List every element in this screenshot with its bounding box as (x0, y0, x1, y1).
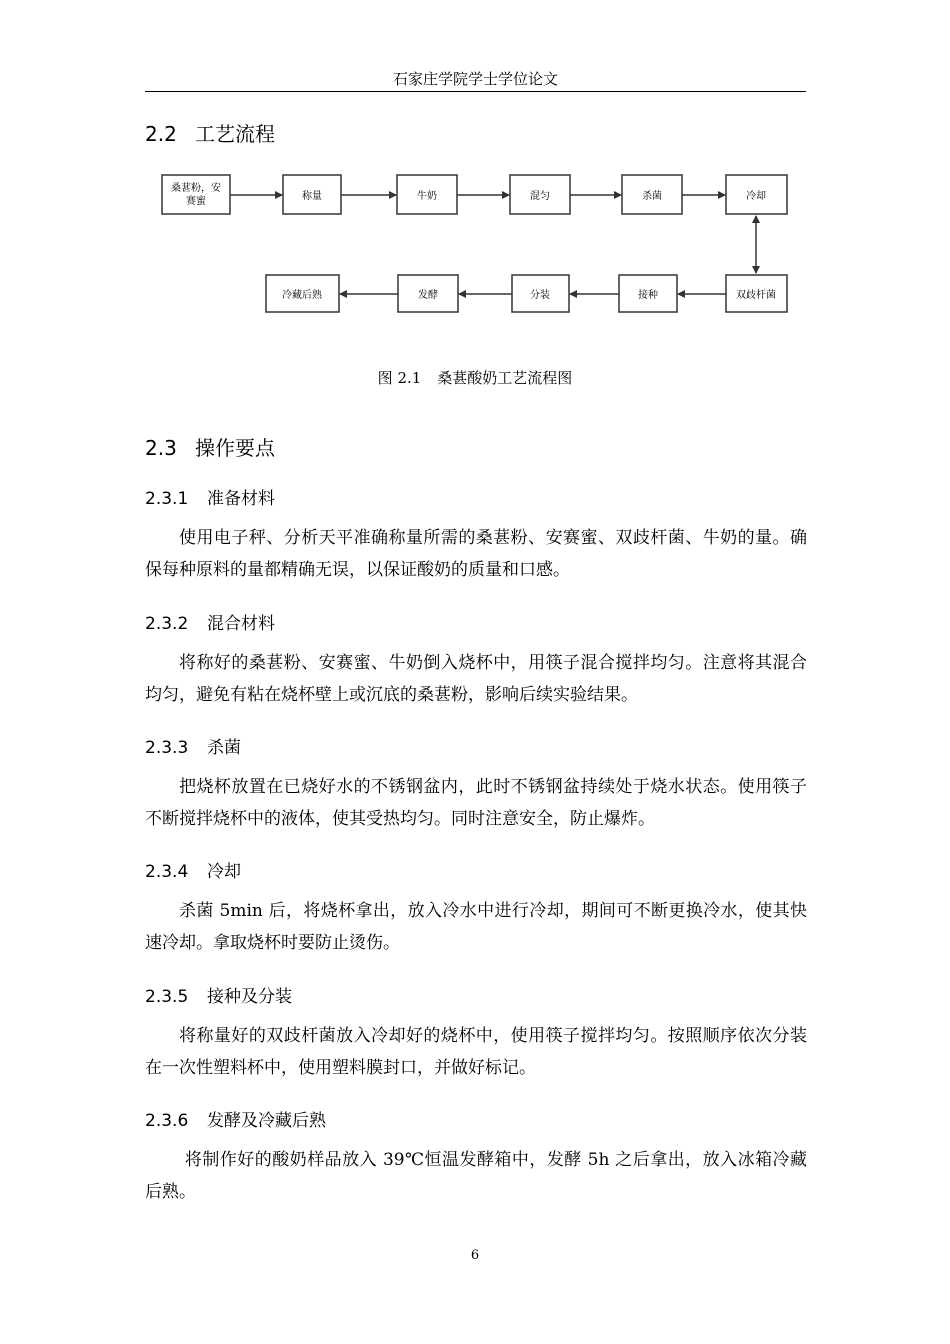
subsection-number: 2.3.2 (145, 614, 189, 634)
section-title: 操作要点 (195, 436, 275, 460)
paragraph-2-3-2: 将称好的桑葚粉、安赛蜜、牛奶倒入烧杯中，用筷子混合搅拌均匀。注意将其混合均匀，避免有粘在烧杯壁上或沉底的桑葚粉，影响后续实验结果。 (145, 653, 807, 705)
flow-label-ferment: 发酵 (418, 290, 438, 301)
subsection-title: 混合材料 (207, 614, 275, 634)
section-number: 2.2 (145, 122, 177, 146)
paragraph-2-3-4: 杀菌 5min 后，将烧杯拿出，放入冷水中进行冷却，期间可不断更换冷水，使其快速冷却。拿取烧杯时要防止烫伤。 (145, 901, 807, 953)
section-number: 2.3 (145, 436, 177, 460)
flow-label-ingredients-line1: 桑葚粉，安 (171, 183, 221, 194)
subsection-title: 准备材料 (207, 489, 275, 509)
running-header: 石家庄学院学士学位论文 (145, 68, 806, 92)
flow-label-cool: 冷却 (746, 191, 766, 202)
flow-label-weigh: 称量 (302, 191, 322, 202)
flow-label-refrigerate: 冷藏后熟 (282, 290, 322, 301)
figure-caption (0, 367, 950, 388)
subsection-heading-2-3-6 (145, 1106, 326, 1131)
subsection-heading-2-3-5 (145, 982, 292, 1007)
flow-label-sterilize: 杀菌 (642, 191, 662, 202)
subsection-title: 发酵及冷藏后熟 (207, 1111, 326, 1131)
subsection-number: 2.3.1 (145, 489, 189, 509)
subsection-number: 2.3.3 (145, 738, 189, 758)
flow-label-mix: 混匀 (530, 191, 550, 202)
subsection-heading-2-3-2 (145, 609, 275, 634)
subsection-title: 冷却 (207, 862, 241, 882)
section-heading-2-3 (145, 432, 275, 461)
flow-label-dispense: 分装 (530, 290, 550, 301)
process-flowchart (0, 0, 950, 330)
paragraph-2-3-3: 把烧杯放置在已烧好水的不锈钢盆内，此时不锈钢盆持续处于烧水状态。使用筷子不断搅拌烧杯中的液体，使其受热均匀。同时注意安全，防止爆炸。 (145, 777, 807, 829)
flow-label-inoculate: 接种 (638, 290, 658, 301)
flow-label-milk: 牛奶 (417, 191, 437, 202)
figure-title: 桑葚酸奶工艺流程图 (437, 369, 573, 387)
subsection-number: 2.3.5 (145, 987, 189, 1007)
subsection-heading-2-3-1 (145, 484, 275, 509)
subsection-title: 接种及分装 (207, 987, 292, 1007)
figure-number: 图 2.1 (377, 369, 422, 387)
section-title: 工艺流程 (195, 122, 275, 146)
flow-node-ingredients (162, 175, 230, 214)
subsection-title: 杀菌 (207, 738, 241, 758)
paragraph-2-3-1: 使用电子秤、分析天平准确称量所需的桑葚粉、安赛蜜、双歧杆菌、牛奶的量。确保每种原料的量都精确无误，以保证酸奶的质量和口感。 (145, 528, 807, 580)
paragraph-2-3-5: 将称量好的双歧杆菌放入冷却好的烧杯中，使用筷子搅拌均匀。按照顺序依次分装在一次性塑料杯中，使用塑料膜封口，并做好标记。 (145, 1026, 807, 1078)
subsection-number: 2.3.6 (145, 1111, 189, 1131)
page-number: 6 (470, 1248, 480, 1263)
subsection-heading-2-3-4 (145, 857, 241, 882)
subsection-heading-2-3-3 (145, 733, 241, 758)
paragraph-2-3-6: 将制作好的酸奶样品放入 39℃恒温发酵箱中，发酵 5h 之后拿出，放入冰箱冷藏后熟。 (145, 1150, 808, 1202)
subsection-number: 2.3.4 (145, 862, 189, 882)
flow-label-bifidobacterium: 双歧杆菌 (736, 290, 776, 301)
flow-label-ingredients-line2: 赛蜜 (186, 196, 206, 207)
